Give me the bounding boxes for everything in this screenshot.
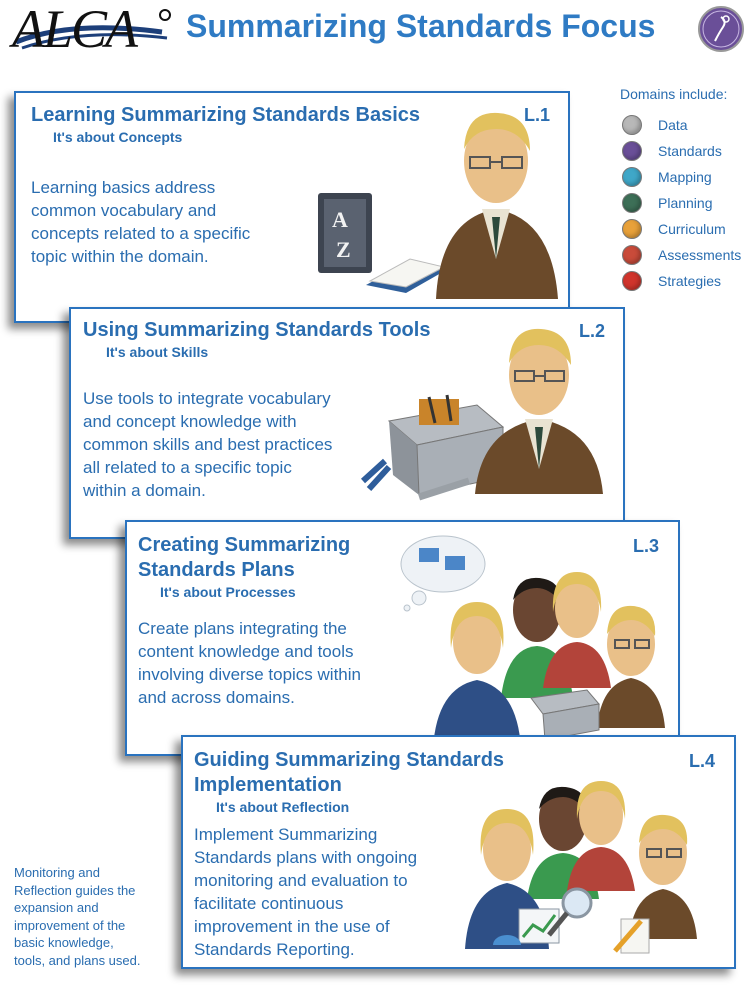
- data-icon: [622, 115, 642, 135]
- body-line: content knowledge and tools: [138, 642, 354, 661]
- body-line: Learning basics address: [31, 178, 216, 197]
- assessments-icon: [622, 245, 642, 265]
- legend-item-strategies: [614, 268, 748, 294]
- card-title: [138, 533, 350, 583]
- body-line: Create plans integrating the: [138, 619, 347, 638]
- body-line: facilitate continuous: [194, 894, 344, 913]
- legend-item-assessments: [614, 242, 748, 268]
- legend-title: Domains include:: [620, 86, 728, 102]
- logo-text: ALCA: [12, 0, 137, 59]
- body-line: and concept knowledge with: [83, 412, 297, 431]
- body-line: concepts related to a specific: [31, 224, 251, 243]
- legend-label: Curriculum: [658, 221, 726, 237]
- team-group-icon: [427, 568, 677, 753]
- card-body: [83, 387, 332, 502]
- card-level-2: [69, 307, 625, 539]
- standards-seal-icon: [697, 5, 745, 53]
- card-title: Using Summarizing Standards Tools: [83, 319, 431, 341]
- body-line: Use tools to integrate vocabulary: [83, 389, 331, 408]
- footnote-line: tools, and plans used.: [14, 952, 141, 968]
- page-title: Summarizing Standards Focus: [186, 8, 656, 44]
- body-line: monitoring and evaluation to: [194, 871, 408, 890]
- legend-label: Data: [658, 117, 688, 133]
- card-body: [194, 823, 417, 961]
- legend-item-data: [614, 112, 748, 138]
- card-level-1: [14, 91, 570, 323]
- body-line: common vocabulary and: [31, 201, 217, 220]
- title-line: Implementation: [194, 774, 342, 796]
- body-line: topic within the domain.: [31, 247, 209, 266]
- title-line: Guiding Summarizing Standards: [194, 749, 505, 771]
- footnote-line: Reflection guides the: [14, 882, 136, 898]
- legend-item-curriculum: [614, 216, 748, 242]
- card-body: [138, 617, 361, 709]
- card-subtitle: It's about Concepts: [53, 129, 183, 145]
- card-level: L.2: [579, 321, 606, 341]
- strategies-icon: [622, 271, 642, 291]
- body-line: and across domains.: [138, 688, 295, 707]
- body-line: common skills and best practices: [83, 435, 333, 454]
- body-line: Standards Reporting.: [194, 940, 355, 959]
- team-with-reports-icon: [465, 779, 727, 967]
- mapping-icon: [622, 167, 642, 187]
- card-level: L.4: [689, 751, 716, 771]
- legend-item-mapping: [614, 164, 748, 190]
- legend-item-planning: [614, 190, 748, 216]
- title-line: Standards Plans: [138, 559, 295, 581]
- card-level: L.3: [633, 536, 660, 556]
- footnote-line: basic knowledge,: [14, 935, 114, 950]
- title-line: Creating Summarizing: [138, 534, 351, 556]
- domains-legend: [614, 86, 748, 294]
- curriculum-icon: [622, 219, 642, 239]
- body-line: involving diverse topics within: [138, 665, 361, 684]
- standards-icon: [622, 141, 642, 161]
- body-line: all related to a specific topic: [83, 458, 292, 477]
- planning-icon: [622, 193, 642, 213]
- legend-label: Planning: [658, 195, 713, 211]
- card-subtitle: It's about Skills: [106, 344, 209, 360]
- footnote-line: Monitoring and: [14, 865, 100, 880]
- teacher-avatar-icon: [426, 99, 566, 299]
- footnote-line: expansion and: [14, 900, 99, 915]
- body-line: improvement in the use of: [194, 917, 390, 936]
- svg-text:A: A: [332, 207, 348, 232]
- svg-text:Z: Z: [336, 237, 351, 262]
- footnote: [14, 864, 164, 969]
- legend-label: Standards: [658, 143, 722, 159]
- teacher-avatar-icon: [469, 319, 609, 494]
- card-subtitle: It's about Processes: [160, 584, 296, 600]
- card-subtitle: It's about Reflection: [216, 799, 350, 815]
- card-title: Learning Summarizing Standards Basics: [31, 104, 420, 126]
- card-body: [31, 176, 250, 268]
- legend-label: Mapping: [658, 169, 712, 185]
- legend-label: Strategies: [658, 273, 722, 289]
- legend-label: Assessments: [658, 247, 742, 263]
- card-level-3: [125, 520, 680, 756]
- body-line: Standards plans with ongoing: [194, 848, 418, 867]
- body-line: within a domain.: [83, 481, 206, 500]
- card-title: [194, 748, 504, 798]
- card-level-4: [181, 735, 736, 969]
- alca-logo: [12, 2, 177, 57]
- card-level: L.1: [524, 105, 551, 125]
- footnote-line: improvement of the: [14, 917, 126, 933]
- body-line: Implement Summarizing: [194, 825, 378, 844]
- legend-item-standards: [614, 138, 748, 164]
